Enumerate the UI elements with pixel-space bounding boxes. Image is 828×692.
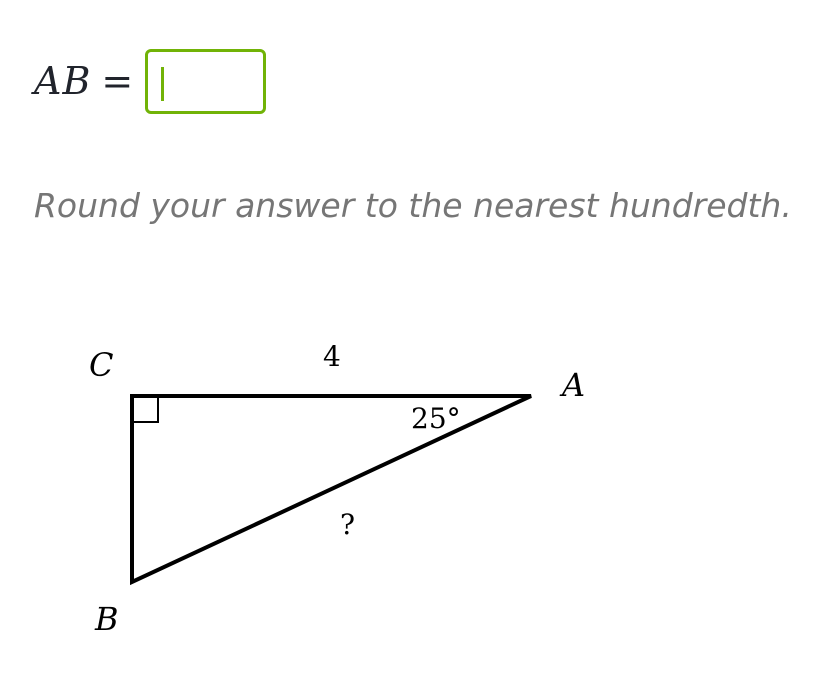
vertex-label-a: A — [562, 366, 586, 404]
lhs-label: AB — [34, 59, 92, 103]
triangle-shape — [132, 396, 531, 582]
angle-label-a: 25° — [411, 402, 461, 435]
equals-sign: = — [101, 59, 134, 103]
right-angle-marker — [132, 396, 158, 422]
side-label-ca: 4 — [323, 340, 341, 373]
vertex-label-c: C — [89, 346, 114, 384]
side-label-ab: ? — [340, 508, 356, 541]
rounding-instruction: Round your answer to the nearest hundredth. — [34, 186, 792, 225]
vertex-label-b: B — [95, 600, 119, 638]
